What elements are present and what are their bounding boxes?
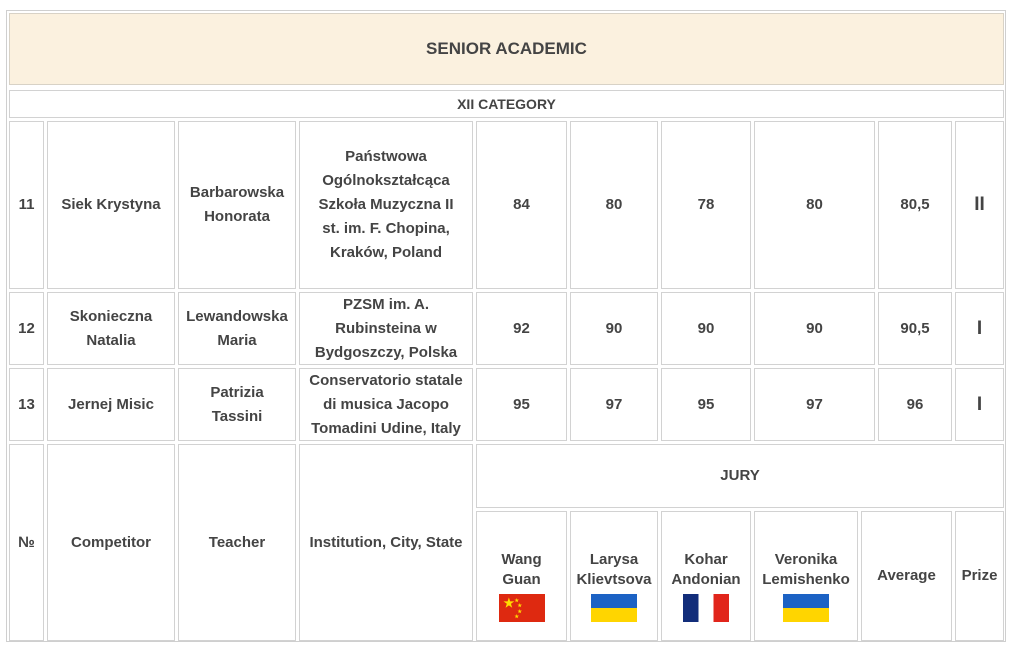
results-table — [6, 10, 1006, 642]
score-juror-2: 80 — [570, 121, 658, 289]
ukraine-flag-icon — [591, 594, 637, 622]
juror-header — [476, 511, 567, 641]
row-number: 12 — [9, 292, 44, 365]
score-juror-2: 97 — [570, 368, 658, 441]
competitor-name: Skonieczna Natalia — [47, 292, 175, 365]
score-juror-4: 97 — [754, 368, 875, 441]
prize: I — [955, 368, 1004, 441]
juror-name: Veronika Lemishenko — [762, 551, 850, 588]
average-score: 96 — [878, 368, 952, 441]
france-flag-icon — [683, 594, 729, 622]
score-juror-4: 90 — [754, 292, 875, 365]
institution: PZSM im. A. Rubinsteina w Bydgoszczy, Polska — [299, 292, 473, 365]
average-score: 80,5 — [878, 121, 952, 289]
score-juror-3: 90 — [661, 292, 751, 365]
column-header-institution: Institution, City, State — [299, 444, 473, 641]
column-header-competitor: Competitor — [47, 444, 175, 641]
score-juror-4: 80 — [754, 121, 875, 289]
teacher-name: Patrizia Tassini — [178, 368, 296, 441]
score-juror-1: 92 — [476, 292, 567, 365]
institution: Państwowa Ogólnokształcąca Szkoła Muzyczna II st. im. F. Chopina, Kraków, Poland — [299, 121, 473, 289]
score-juror-3: 78 — [661, 121, 751, 289]
column-header-teacher: Teacher — [178, 444, 296, 641]
score-juror-2: 90 — [570, 292, 658, 365]
table-title: SENIOR ACADEMIC — [9, 13, 1004, 85]
juror-header — [754, 511, 858, 641]
juror-name: Larysa Klievtsova — [576, 551, 652, 588]
juror-header — [661, 511, 751, 641]
prize: II — [955, 121, 1004, 289]
ukraine-flag-icon — [783, 594, 829, 622]
score-juror-1: 84 — [476, 121, 567, 289]
competitor-name: Siek Krystyna — [47, 121, 175, 289]
teacher-name: Lewandowska Maria — [178, 292, 296, 365]
competitor-name: Jernej Misic — [47, 368, 175, 441]
row-number: 13 — [9, 368, 44, 441]
juror-header — [570, 511, 658, 641]
average-score: 90,5 — [878, 292, 952, 365]
category-label: XII CATEGORY — [9, 90, 1004, 118]
juror-name: Kohar Andonian — [671, 551, 741, 588]
column-header-prize: Prize — [955, 511, 1004, 641]
institution: Conservatorio statale di musica Jacopo Tomadini Udine, Italy — [299, 368, 473, 441]
column-header-number: № — [9, 444, 44, 641]
prize: I — [955, 292, 1004, 365]
juror-name: Wang Guan — [501, 551, 542, 588]
teacher-name: Barbarowska Honorata — [178, 121, 296, 289]
china-flag-icon: ★ ★ ★ ★ ★ — [499, 594, 545, 622]
score-juror-1: 95 — [476, 368, 567, 441]
score-juror-3: 95 — [661, 368, 751, 441]
column-header-jury: JURY — [476, 444, 1004, 508]
column-header-average: Average — [861, 511, 952, 641]
row-number: 11 — [9, 121, 44, 289]
